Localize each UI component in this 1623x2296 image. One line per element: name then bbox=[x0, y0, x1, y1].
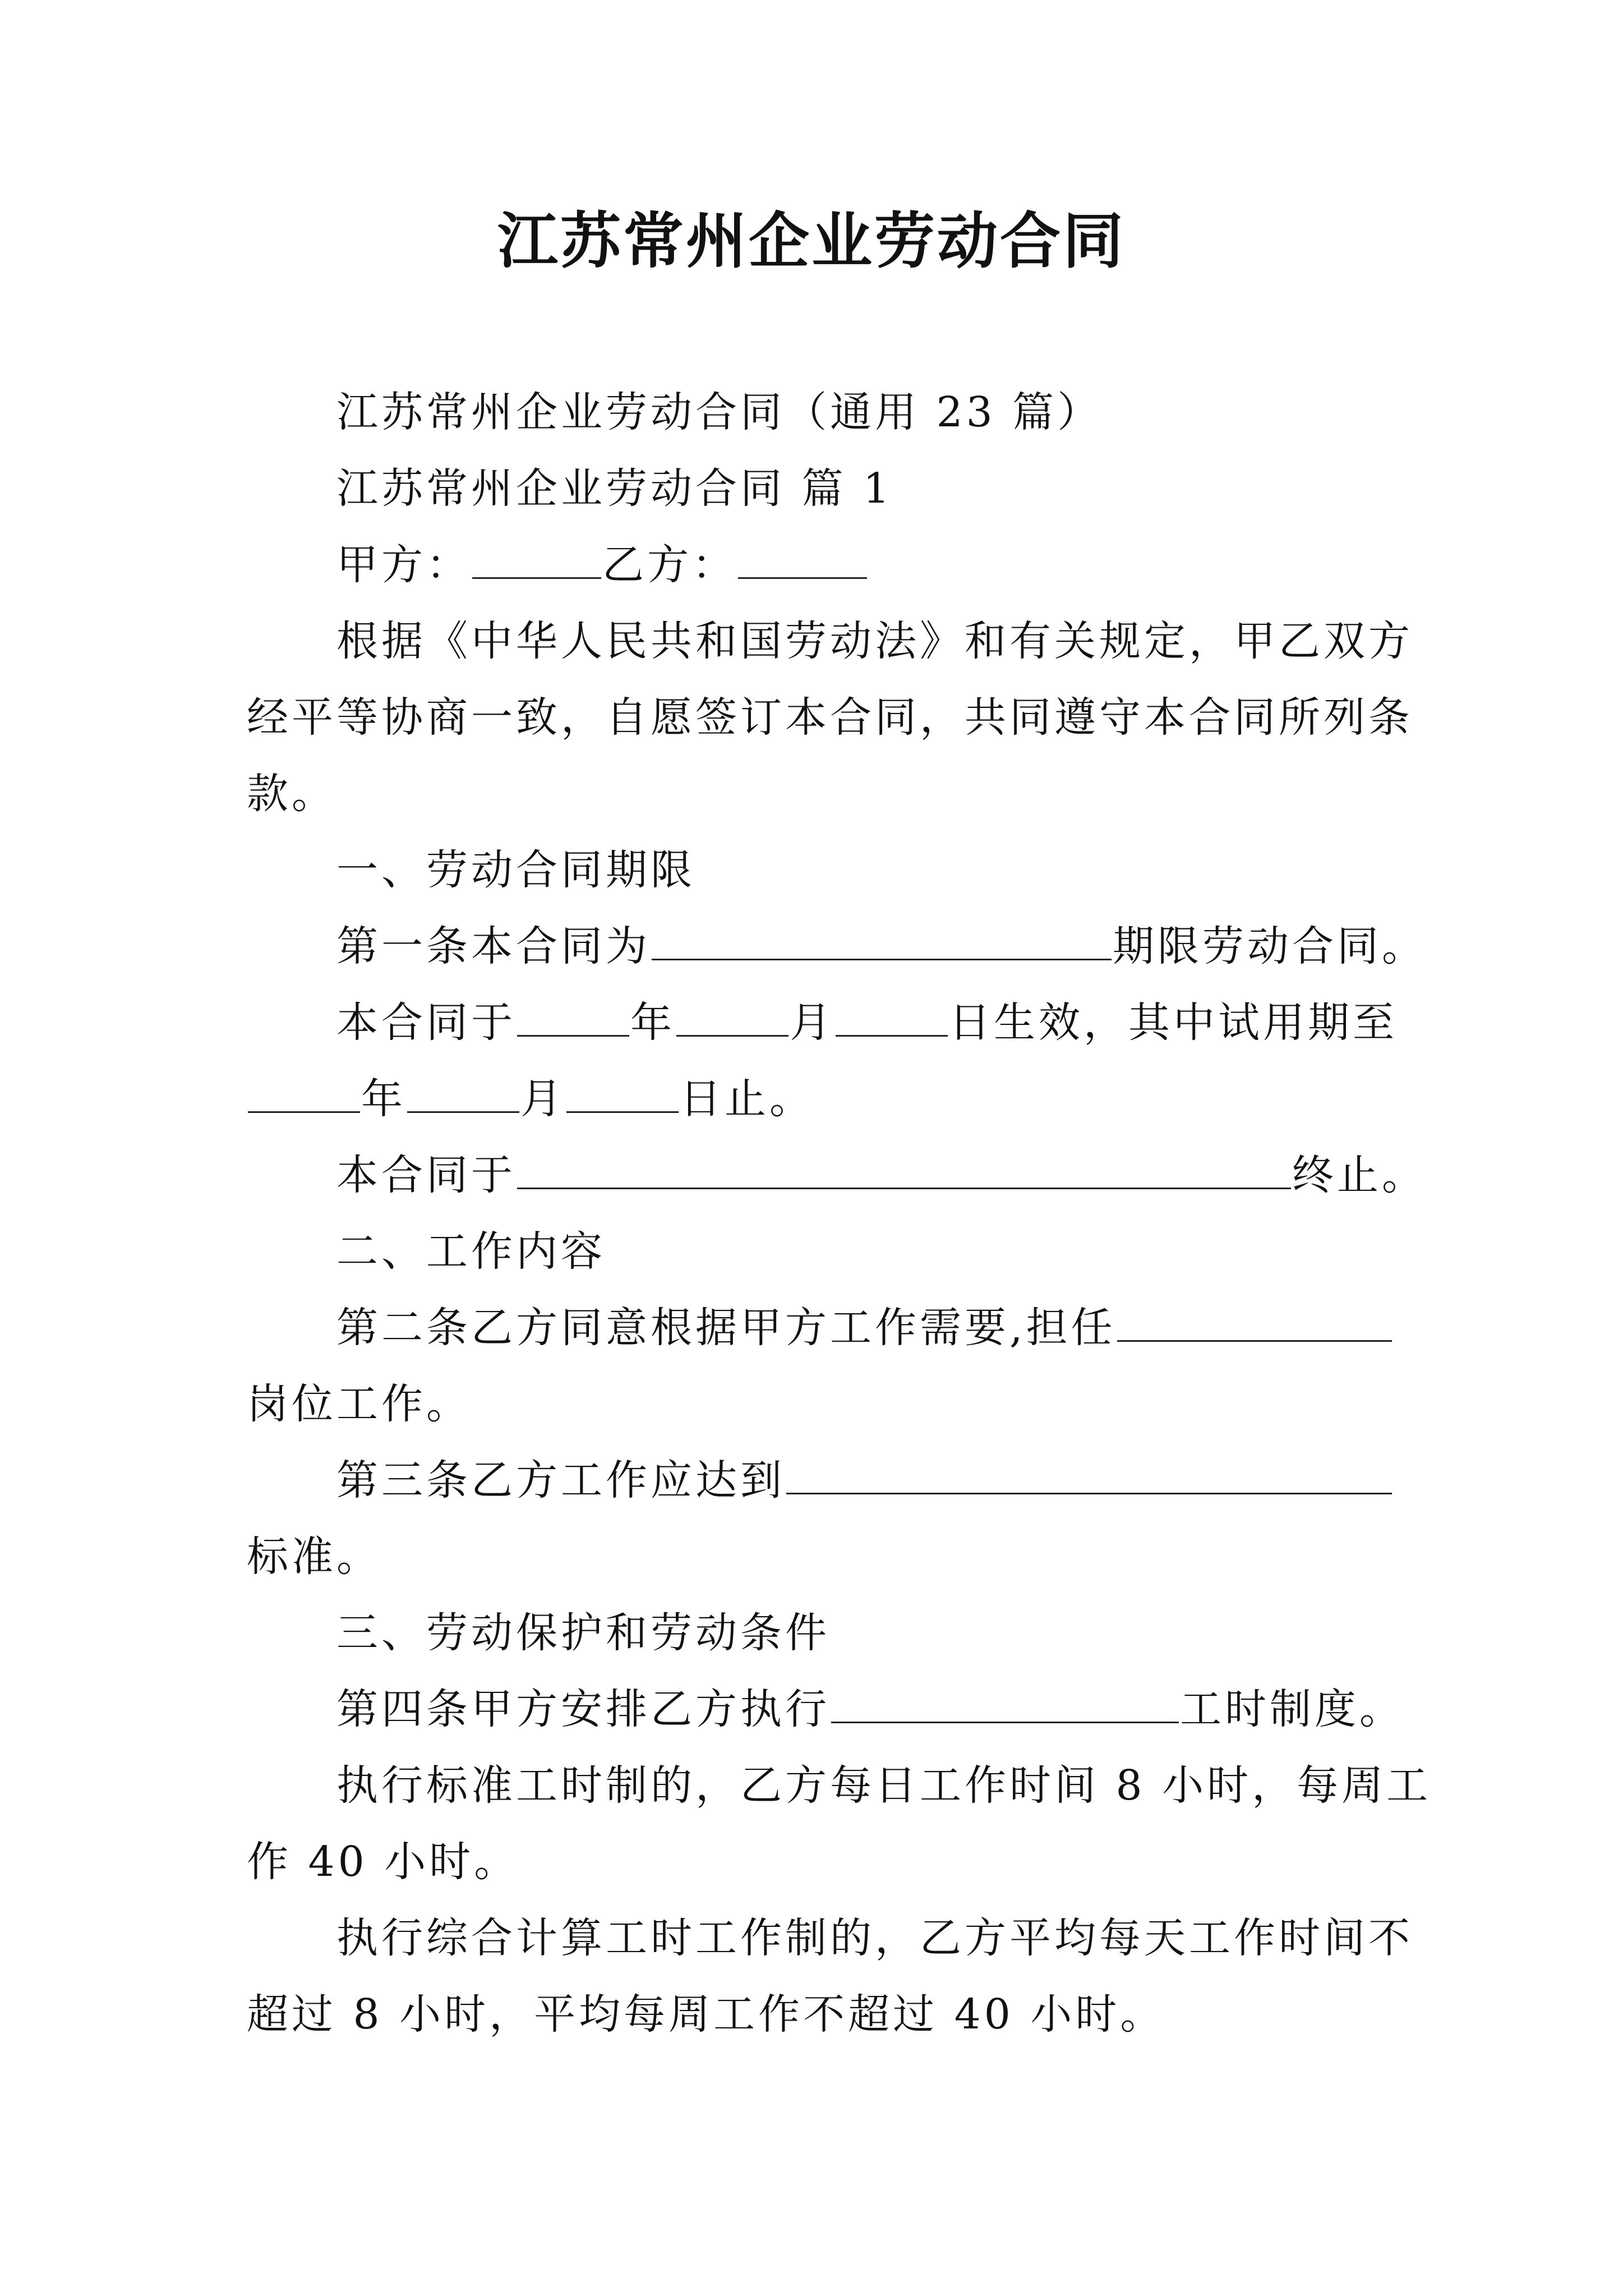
article2-line-2: 岗位工作。 bbox=[247, 1380, 471, 1428]
comprehensive-hours-line-1: 执行综合计算工时工作制的，乙方平均每天工作时间不 bbox=[336, 1914, 1413, 1962]
party-a-label: 甲方： bbox=[336, 541, 471, 589]
article4-suffix: 工时制度。 bbox=[1180, 1685, 1404, 1733]
end-prefix: 本合同于 bbox=[336, 1151, 516, 1199]
day-end-label: 日止。 bbox=[680, 1075, 814, 1123]
article3-line bbox=[336, 1455, 1393, 1506]
section-heading: 江苏常州企业劳动合同 篇 1 bbox=[336, 464, 893, 513]
termination-blank bbox=[517, 1153, 1291, 1189]
month-label: 月 bbox=[790, 999, 834, 1047]
article2-prefix: 第二条乙方同意根据甲方工作需要,担任 bbox=[336, 1304, 1116, 1352]
document-subtitle: 江苏常州企业劳动合同（通用 23 篇） bbox=[336, 388, 1103, 436]
section2-heading: 二、工作内容 bbox=[336, 1227, 606, 1276]
working-hours-blank bbox=[831, 1687, 1179, 1723]
party-b-blank bbox=[738, 542, 867, 579]
article3-line-2: 标准。 bbox=[247, 1533, 381, 1581]
position-blank bbox=[1117, 1305, 1392, 1342]
standard-blank bbox=[786, 1458, 1392, 1494]
effective-month-blank bbox=[676, 1000, 789, 1037]
section3-heading: 三、劳动保护和劳动条件 bbox=[336, 1609, 830, 1657]
intro-line-1: 根据《中华人民共和国劳动法》和有关规定，甲乙双方 bbox=[336, 617, 1413, 665]
article3-prefix: 第三条乙方工作应达到 bbox=[336, 1456, 785, 1504]
article4-line bbox=[336, 1684, 1404, 1734]
intro-line-2: 经平等协商一致，自愿签订本合同，共同遵守本合同所列条 bbox=[247, 693, 1413, 742]
year-label: 年 bbox=[630, 999, 675, 1047]
article1-line bbox=[336, 921, 1427, 972]
document-title: 江苏常州企业劳动合同 bbox=[497, 206, 1126, 277]
article1-prefix: 第一条本合同为 bbox=[336, 922, 651, 970]
effective-year-blank bbox=[517, 1000, 629, 1037]
probation-day-blank bbox=[566, 1076, 679, 1113]
intro-line-3: 款。 bbox=[247, 770, 336, 818]
effective-day-blank bbox=[836, 1000, 948, 1037]
year-label: 年 bbox=[361, 1075, 406, 1123]
month-label: 月 bbox=[520, 1075, 565, 1123]
termination-line bbox=[336, 1150, 1427, 1200]
party-a-blank bbox=[472, 542, 601, 579]
parties-line bbox=[336, 540, 868, 590]
comprehensive-hours-line-2: 超过 8 小时，平均每周工作不超过 40 小时。 bbox=[247, 1990, 1165, 2039]
effective-suffix: 日生效，其中试用期至 bbox=[949, 999, 1398, 1047]
effective-date-line bbox=[336, 997, 1398, 1048]
article4-prefix: 第四条甲方安排乙方执行 bbox=[336, 1685, 830, 1733]
section1-heading: 一、劳动合同期限 bbox=[336, 846, 695, 894]
article2-line bbox=[336, 1303, 1393, 1353]
contract-term-blank bbox=[652, 924, 1112, 960]
standard-hours-line-1: 执行标准工时制的，乙方每日工作时间 8 小时，每周工 bbox=[336, 1761, 1432, 1810]
effective-prefix: 本合同于 bbox=[336, 999, 516, 1047]
party-b-label: 乙方： bbox=[602, 541, 737, 589]
probation-month-blank bbox=[407, 1076, 519, 1113]
probation-end-line bbox=[247, 1074, 814, 1124]
article1-suffix: 期限劳动合同。 bbox=[1113, 922, 1427, 970]
probation-year-blank bbox=[248, 1076, 360, 1113]
end-suffix: 终止。 bbox=[1292, 1151, 1427, 1199]
standard-hours-line-2: 作 40 小时。 bbox=[247, 1838, 519, 1886]
